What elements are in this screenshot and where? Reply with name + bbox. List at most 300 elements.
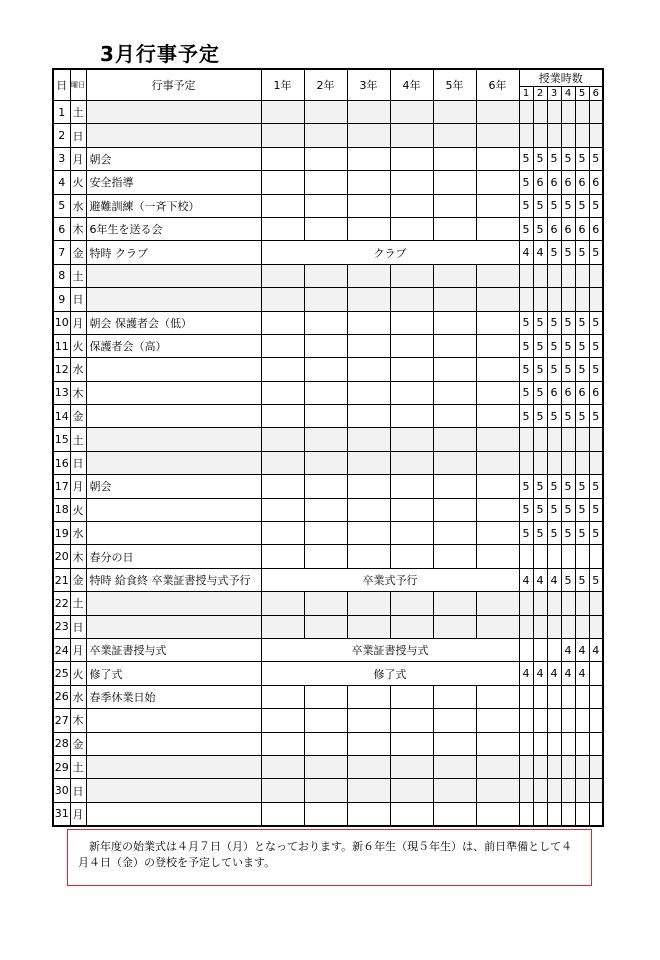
grade-cell: [433, 522, 476, 545]
lesson-cell: 5: [533, 405, 547, 428]
grade-cell: [433, 101, 476, 124]
lesson-cell: 4: [533, 662, 547, 685]
day-cell: 31: [53, 802, 70, 826]
lesson-cell: 5: [533, 475, 547, 498]
lesson-cell: [533, 264, 547, 287]
lesson-cell: [575, 802, 589, 826]
grade-cell: [347, 615, 390, 638]
grade-cell: [433, 732, 476, 755]
lesson-cell: [589, 755, 603, 778]
lesson-cell: [561, 545, 575, 568]
event-cell: 修了式: [86, 662, 261, 685]
grade-cell: [347, 522, 390, 545]
grade-cell: [476, 428, 519, 451]
grade-cell: [304, 451, 347, 474]
grade-cell: [390, 358, 433, 381]
lesson-cell: [561, 779, 575, 802]
grade-cell: [476, 171, 519, 194]
weekday-cell: 月: [70, 638, 86, 661]
grade-cell: [433, 545, 476, 568]
grade-cell: [390, 522, 433, 545]
day-cell: 21: [53, 568, 70, 591]
event-cell: 避難訓練（一斉下校）: [86, 194, 261, 217]
lesson-cell: 5: [519, 171, 533, 194]
weekday-cell: 水: [70, 358, 86, 381]
table-row: [53, 638, 603, 661]
grade-cell: [347, 755, 390, 778]
grade-cell: [433, 685, 476, 708]
table-row: [53, 171, 603, 194]
lesson-cell: [575, 288, 589, 311]
event-cell: [86, 428, 261, 451]
lesson-cell: 5: [519, 498, 533, 521]
grade-cell: [476, 124, 519, 147]
grade-cell: [390, 334, 433, 357]
lesson-cell: 5: [533, 194, 547, 217]
weekday-cell: 金: [70, 732, 86, 755]
lesson-cell: 5: [575, 522, 589, 545]
weekday-cell: 日: [70, 124, 86, 147]
grade-cell: [261, 334, 304, 357]
lesson-cell: [575, 685, 589, 708]
lesson-cell: 4: [575, 662, 589, 685]
grade-cell: [476, 709, 519, 732]
lesson-cell: [533, 288, 547, 311]
weekday-cell: 木: [70, 545, 86, 568]
table-row: [53, 779, 603, 802]
weekday-cell: 水: [70, 522, 86, 545]
lesson-cell: 5: [547, 475, 561, 498]
lesson-cell: 5: [575, 405, 589, 428]
lesson-cell: [561, 101, 575, 124]
event-cell: 特時 クラブ: [86, 241, 261, 264]
lesson-cell: 5: [561, 358, 575, 381]
table-row: [53, 475, 603, 498]
event-cell: 春季休業日始: [86, 685, 261, 708]
lesson-cell: [533, 779, 547, 802]
weekday-cell: 水: [70, 194, 86, 217]
lesson-cell: [561, 755, 575, 778]
table-row: [53, 194, 603, 217]
lesson-cell: [589, 428, 603, 451]
grade-cell: [476, 194, 519, 217]
lesson-cell: 5: [589, 311, 603, 334]
lesson-cell: [575, 732, 589, 755]
header-lesson-3: 3: [547, 87, 561, 101]
lesson-cell: [561, 615, 575, 638]
lesson-cell: 4: [575, 638, 589, 661]
lesson-cell: 5: [519, 475, 533, 498]
lesson-cell: [519, 755, 533, 778]
lesson-cell: 6: [575, 171, 589, 194]
grade-cell: [390, 475, 433, 498]
grade-cell: [347, 545, 390, 568]
header-weekday: 曜日: [70, 69, 86, 101]
lesson-cell: [547, 545, 561, 568]
lesson-cell: [533, 451, 547, 474]
day-cell: 20: [53, 545, 70, 568]
lesson-cell: [519, 124, 533, 147]
table-row: [53, 755, 603, 778]
lesson-cell: [519, 638, 533, 661]
lesson-cell: [575, 124, 589, 147]
lesson-cell: 5: [575, 334, 589, 357]
table-row: [53, 498, 603, 521]
grades-span-cell: 卒業式予行: [261, 568, 519, 591]
lesson-cell: 5: [575, 568, 589, 591]
event-cell: [86, 498, 261, 521]
grade-cell: [433, 475, 476, 498]
lesson-cell: 5: [547, 405, 561, 428]
grade-cell: [476, 334, 519, 357]
lesson-cell: [575, 264, 589, 287]
lesson-cell: 5: [561, 568, 575, 591]
day-cell: 5: [53, 194, 70, 217]
grade-cell: [433, 451, 476, 474]
lesson-cell: [533, 428, 547, 451]
grade-cell: [347, 592, 390, 615]
grade-cell: [347, 334, 390, 357]
day-cell: 29: [53, 755, 70, 778]
lesson-cell: [561, 592, 575, 615]
grade-cell: [433, 311, 476, 334]
table-row: [53, 288, 603, 311]
grade-cell: [433, 171, 476, 194]
grade-cell: [347, 709, 390, 732]
grade-cell: [304, 405, 347, 428]
header-grade-3: 3年: [347, 69, 390, 101]
weekday-cell: 火: [70, 498, 86, 521]
lesson-cell: [589, 101, 603, 124]
grade-cell: [347, 217, 390, 240]
lesson-cell: 5: [589, 241, 603, 264]
lesson-cell: [533, 755, 547, 778]
weekday-cell: 火: [70, 171, 86, 194]
day-cell: 10: [53, 311, 70, 334]
grade-cell: [390, 101, 433, 124]
lesson-cell: [561, 124, 575, 147]
grade-cell: [261, 709, 304, 732]
event-cell: 朝会 保護者会（低）: [86, 311, 261, 334]
event-cell: 特時 給食終 卒業証書授与式予行: [86, 568, 261, 591]
lesson-cell: 5: [575, 311, 589, 334]
grade-cell: [433, 334, 476, 357]
lesson-cell: 4: [589, 638, 603, 661]
grade-cell: [347, 802, 390, 826]
event-cell: [86, 358, 261, 381]
lesson-cell: 5: [589, 405, 603, 428]
lesson-cell: 6: [575, 217, 589, 240]
grade-cell: [476, 101, 519, 124]
lesson-cell: 6: [589, 171, 603, 194]
lesson-cell: 5: [519, 522, 533, 545]
grade-cell: [261, 451, 304, 474]
grade-cell: [476, 802, 519, 826]
lesson-cell: 5: [589, 358, 603, 381]
grade-cell: [261, 615, 304, 638]
event-cell: 朝会: [86, 147, 261, 170]
lesson-cell: [533, 124, 547, 147]
grade-cell: [304, 522, 347, 545]
grade-cell: [261, 358, 304, 381]
grade-cell: [476, 147, 519, 170]
lesson-cell: [533, 592, 547, 615]
lesson-cell: [533, 685, 547, 708]
grade-cell: [261, 498, 304, 521]
day-cell: 30: [53, 779, 70, 802]
weekday-cell: 土: [70, 264, 86, 287]
lesson-cell: [561, 732, 575, 755]
lesson-cell: [561, 685, 575, 708]
lesson-cell: [561, 802, 575, 826]
grade-cell: [476, 311, 519, 334]
grade-cell: [476, 381, 519, 404]
table-row: [53, 545, 603, 568]
event-cell: [86, 288, 261, 311]
lesson-cell: 5: [575, 147, 589, 170]
grade-cell: [390, 147, 433, 170]
grade-cell: [390, 288, 433, 311]
day-cell: 28: [53, 732, 70, 755]
lesson-cell: [561, 428, 575, 451]
grade-cell: [476, 732, 519, 755]
lesson-cell: 6: [561, 171, 575, 194]
table-row: [53, 241, 603, 264]
lesson-cell: 6: [575, 381, 589, 404]
lesson-cell: [519, 451, 533, 474]
lesson-cell: 5: [547, 334, 561, 357]
lesson-cell: [519, 545, 533, 568]
lesson-cell: 5: [547, 194, 561, 217]
lesson-cell: 5: [589, 568, 603, 591]
event-cell: [86, 709, 261, 732]
grade-cell: [390, 217, 433, 240]
header-grade-1: 1年: [261, 69, 304, 101]
day-cell: 13: [53, 381, 70, 404]
lesson-cell: 5: [561, 522, 575, 545]
weekday-cell: 土: [70, 101, 86, 124]
lesson-cell: 5: [561, 475, 575, 498]
grade-cell: [433, 592, 476, 615]
grade-cell: [304, 334, 347, 357]
grade-cell: [304, 124, 347, 147]
lesson-cell: [519, 264, 533, 287]
day-cell: 8: [53, 264, 70, 287]
event-cell: 朝会: [86, 475, 261, 498]
table-row: [53, 381, 603, 404]
lesson-cell: [547, 638, 561, 661]
schedule-table: [52, 68, 604, 827]
weekday-cell: 月: [70, 802, 86, 826]
grade-cell: [476, 264, 519, 287]
lesson-cell: 5: [519, 147, 533, 170]
grade-cell: [261, 779, 304, 802]
grade-cell: [304, 475, 347, 498]
weekday-cell: 月: [70, 147, 86, 170]
lesson-cell: [589, 545, 603, 568]
table-row: [53, 358, 603, 381]
lesson-cell: 5: [547, 498, 561, 521]
notice-box: [67, 829, 592, 886]
grade-cell: [476, 755, 519, 778]
lesson-cell: [519, 709, 533, 732]
grade-cell: [433, 124, 476, 147]
grade-cell: [476, 522, 519, 545]
grade-cell: [261, 124, 304, 147]
grade-cell: [433, 428, 476, 451]
lesson-cell: 6: [561, 381, 575, 404]
grade-cell: [304, 194, 347, 217]
header-grade-4: 4年: [390, 69, 433, 101]
event-cell: 6年生を送る会: [86, 217, 261, 240]
grade-cell: [476, 475, 519, 498]
grade-cell: [304, 358, 347, 381]
lesson-cell: [547, 592, 561, 615]
lesson-cell: 5: [519, 311, 533, 334]
day-cell: 27: [53, 709, 70, 732]
grade-cell: [304, 592, 347, 615]
grade-cell: [347, 311, 390, 334]
lesson-cell: [561, 264, 575, 287]
grade-cell: [476, 545, 519, 568]
grade-cell: [261, 101, 304, 124]
lesson-cell: 5: [519, 217, 533, 240]
notice-text: 新年度の始業式は４月７日（月）となっております。新６年生（現５年生）は、前日準備として４月４日（金）の登校を予定しています。: [78, 840, 573, 869]
header-lesson-2: 2: [533, 87, 547, 101]
table-row: [53, 101, 603, 124]
grade-cell: [347, 358, 390, 381]
header-events: 行事予定: [86, 69, 261, 101]
lesson-cell: [547, 264, 561, 287]
grade-cell: [304, 498, 347, 521]
event-cell: [86, 755, 261, 778]
grade-cell: [390, 264, 433, 287]
lesson-cell: [547, 101, 561, 124]
day-cell: 2: [53, 124, 70, 147]
lesson-cell: [589, 451, 603, 474]
lesson-cell: 5: [533, 334, 547, 357]
grade-cell: [476, 451, 519, 474]
event-cell: [86, 802, 261, 826]
lesson-cell: 5: [533, 498, 547, 521]
table-row: [53, 802, 603, 826]
day-cell: 18: [53, 498, 70, 521]
grade-cell: [390, 405, 433, 428]
event-cell: [86, 124, 261, 147]
grade-cell: [476, 615, 519, 638]
day-cell: 16: [53, 451, 70, 474]
weekday-cell: 日: [70, 779, 86, 802]
grade-cell: [304, 217, 347, 240]
grade-cell: [433, 755, 476, 778]
lesson-cell: [533, 709, 547, 732]
lesson-cell: [589, 592, 603, 615]
grade-cell: [304, 545, 347, 568]
weekday-cell: 火: [70, 662, 86, 685]
day-cell: 23: [53, 615, 70, 638]
event-cell: [86, 779, 261, 802]
lesson-cell: 6: [589, 381, 603, 404]
grades-span-cell: クラブ: [261, 241, 519, 264]
lesson-cell: 5: [561, 194, 575, 217]
grade-cell: [390, 498, 433, 521]
lesson-cell: 5: [533, 147, 547, 170]
grade-cell: [304, 685, 347, 708]
lesson-cell: 5: [561, 334, 575, 357]
lesson-cell: 6: [547, 381, 561, 404]
weekday-cell: 木: [70, 709, 86, 732]
lesson-cell: [519, 592, 533, 615]
lesson-cell: 5: [547, 311, 561, 334]
lesson-cell: 5: [519, 194, 533, 217]
grade-cell: [390, 311, 433, 334]
grade-cell: [304, 709, 347, 732]
weekday-cell: 金: [70, 241, 86, 264]
lesson-cell: [575, 709, 589, 732]
table-row: [53, 428, 603, 451]
lesson-cell: 5: [561, 498, 575, 521]
grade-cell: [304, 311, 347, 334]
grade-cell: [476, 779, 519, 802]
grade-cell: [347, 732, 390, 755]
grade-cell: [304, 428, 347, 451]
lesson-cell: 6: [533, 171, 547, 194]
lesson-cell: 5: [533, 358, 547, 381]
grade-cell: [261, 428, 304, 451]
weekday-cell: 日: [70, 451, 86, 474]
lesson-cell: [575, 755, 589, 778]
lesson-cell: [575, 428, 589, 451]
lesson-cell: [575, 451, 589, 474]
lesson-cell: [533, 638, 547, 661]
grade-cell: [390, 451, 433, 474]
grade-cell: [390, 802, 433, 826]
grade-cell: [390, 709, 433, 732]
lesson-cell: [533, 802, 547, 826]
day-cell: 26: [53, 685, 70, 708]
table-row: [53, 592, 603, 615]
grade-cell: [390, 685, 433, 708]
grade-cell: [304, 101, 347, 124]
weekday-cell: 木: [70, 217, 86, 240]
grade-cell: [433, 381, 476, 404]
weekday-cell: 水: [70, 685, 86, 708]
grade-cell: [476, 405, 519, 428]
event-cell: 保護者会（高）: [86, 334, 261, 357]
grade-cell: [261, 802, 304, 826]
lesson-cell: [519, 802, 533, 826]
table-row: [53, 615, 603, 638]
lesson-cell: [519, 101, 533, 124]
lesson-cell: [589, 685, 603, 708]
event-cell: 春分の日: [86, 545, 261, 568]
weekday-cell: 火: [70, 334, 86, 357]
grade-cell: [261, 685, 304, 708]
lesson-cell: 5: [519, 381, 533, 404]
grade-cell: [261, 288, 304, 311]
grade-cell: [261, 405, 304, 428]
grade-cell: [433, 288, 476, 311]
lesson-cell: 5: [519, 358, 533, 381]
grade-cell: [347, 405, 390, 428]
lesson-cell: [533, 545, 547, 568]
grade-cell: [476, 288, 519, 311]
grade-cell: [390, 545, 433, 568]
grade-cell: [433, 498, 476, 521]
lesson-cell: 5: [589, 475, 603, 498]
table-row: [53, 334, 603, 357]
lesson-cell: 5: [575, 498, 589, 521]
